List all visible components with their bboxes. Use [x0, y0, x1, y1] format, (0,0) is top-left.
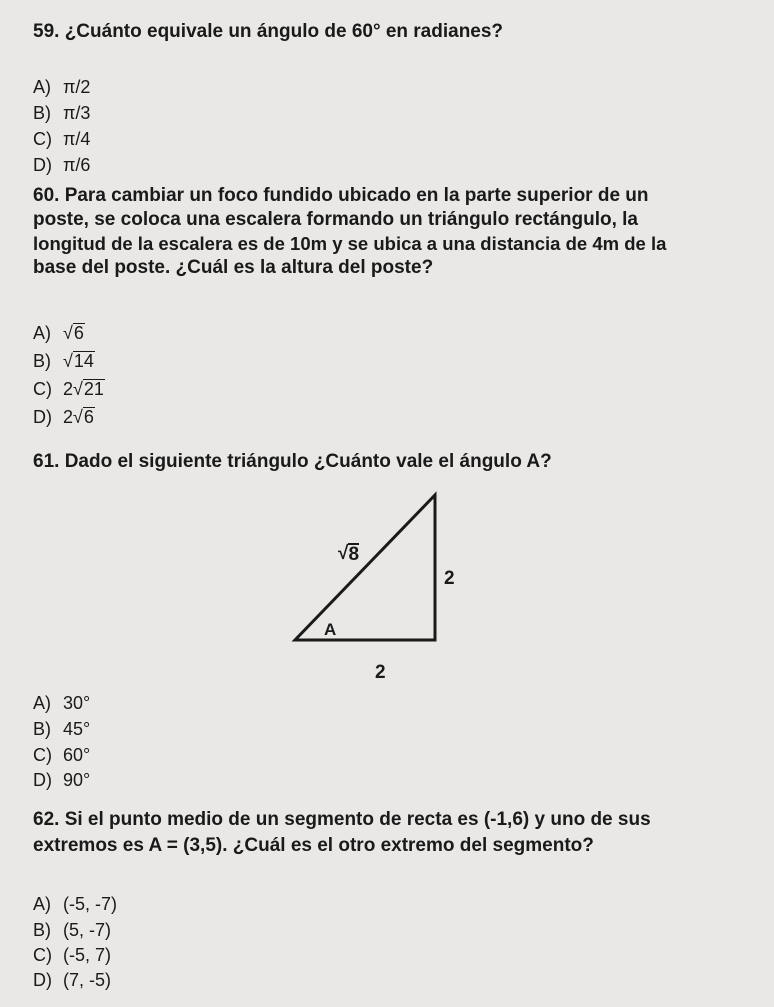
triangle-outline	[295, 495, 435, 640]
option-letter: C)	[33, 745, 52, 765]
option-text: 90°	[63, 770, 91, 790]
option-letter: C)	[33, 129, 52, 149]
square-root	[63, 351, 95, 371]
option-text: (7, -5)	[63, 970, 112, 990]
q61-option-a	[33, 692, 90, 714]
option-letter: C)	[33, 379, 52, 399]
hypotenuse-label	[338, 543, 359, 565]
radicand: 14	[73, 351, 94, 371]
q62-line-1: 62. Si el punto medio de un segmento de recta es (-1,6) y uno de sus	[33, 809, 651, 830]
option-text: π/6	[63, 155, 91, 175]
radical-sign-icon: √	[73, 407, 83, 427]
q60-option-a	[33, 322, 85, 344]
q60-line-1: 60. Para cambiar un foco fundido ubicado en la parte superior de un	[33, 185, 649, 206]
q60-option-c	[33, 378, 105, 400]
option-coef: 2	[63, 379, 74, 399]
q62-option-b	[33, 919, 111, 941]
option-text: 30°	[63, 693, 91, 713]
radical-sign-icon: √	[63, 351, 73, 371]
option-letter: B)	[33, 920, 51, 940]
option-letter: D)	[33, 970, 52, 990]
square-root	[63, 323, 85, 343]
q60-line-4: base del poste. ¿Cuál es la altura del poste?	[33, 257, 434, 278]
q61-option-d	[33, 769, 90, 791]
radicand: 6	[73, 323, 84, 343]
option-letter: A)	[33, 323, 51, 343]
q61-option-b	[33, 718, 90, 740]
q61-option-c	[33, 744, 90, 766]
right-triangle-diagram	[290, 490, 450, 650]
q62-option-d	[33, 969, 111, 991]
option-letter: A)	[33, 77, 51, 97]
option-letter: B)	[33, 719, 51, 739]
option-text: π/3	[63, 103, 91, 123]
option-letter: D)	[33, 155, 52, 175]
radical-sign-icon: √	[63, 323, 73, 343]
radical-sign-icon: √	[73, 379, 83, 399]
q59-option-a	[33, 76, 90, 98]
vertical-side-label: 2	[444, 568, 455, 589]
option-letter: A)	[33, 693, 51, 713]
option-letter: D)	[33, 407, 52, 427]
option-text: (5, -7)	[63, 920, 112, 940]
q59-option-b	[33, 102, 90, 124]
square-root	[73, 379, 105, 399]
radicand: 6	[83, 407, 94, 427]
radical-sign-icon: √	[338, 543, 349, 564]
option-text: 45°	[63, 719, 91, 739]
q60-line-2: poste, se coloca una escalera formando un triángulo rectángulo, la	[33, 209, 638, 230]
option-letter: D)	[33, 770, 52, 790]
q60-option-d	[33, 406, 95, 428]
option-letter: C)	[33, 945, 52, 965]
hypotenuse-radicand: 8	[348, 544, 360, 565]
q59-title: 59. ¿Cuánto equivale un ángulo de 60° en radianes?	[33, 21, 504, 42]
option-text: π/2	[63, 77, 91, 97]
q62-line-2: extremos es A = (3,5). ¿Cuál es el otro extremo del segmento?	[33, 835, 594, 856]
angle-a-label: A	[324, 620, 337, 639]
q62-option-c	[33, 944, 111, 966]
q60-line-3: longitud de la escalera es de 10m y se ubica a una distancia de 4m de la	[33, 233, 667, 254]
option-letter: A)	[33, 894, 51, 914]
base-side-label: 2	[375, 662, 386, 683]
square-root	[73, 407, 95, 427]
option-text: 60°	[63, 745, 91, 765]
option-letter: B)	[33, 351, 51, 371]
option-coef: 2	[63, 407, 74, 427]
q59-option-c	[33, 128, 90, 150]
option-text: π/4	[63, 129, 91, 149]
q59-option-d	[33, 154, 90, 176]
radicand: 21	[83, 379, 104, 399]
option-letter: B)	[33, 103, 51, 123]
q61-title: 61. Dado el siguiente triángulo ¿Cuánto vale el ángulo A?	[33, 451, 552, 472]
q62-option-a	[33, 893, 117, 915]
q60-option-b	[33, 350, 95, 372]
option-text: (-5, -7)	[63, 894, 117, 914]
option-text: (-5, 7)	[63, 945, 112, 965]
